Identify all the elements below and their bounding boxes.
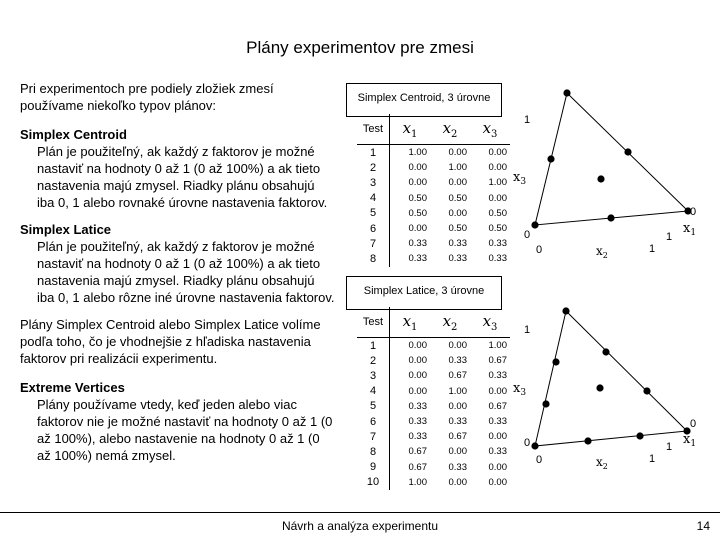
label-one-bottom: 1 <box>649 453 656 465</box>
section-text-simplex-latice: Plán je použiteľný, ak každý z faktorov je možné nastaviť na hodnoty 0 až 1 (0 až 100%) a ak tieto nastavenia majú zmysel. Riadky plánu obsahujú iba 0, 1 alebo rôzne iné úrovne nastavenia faktorov. <box>37 239 335 305</box>
table-row <box>357 236 510 251</box>
value-cell: 0.33 <box>408 400 427 412</box>
col-x3: $x_3$ <box>470 307 510 338</box>
value-cell: 1.00 <box>448 162 467 174</box>
simplex-centroid-caption-box <box>346 83 502 117</box>
label-x1: $x_1$ <box>683 432 697 449</box>
value-cell: 0.33 <box>448 416 467 428</box>
value-cell: 0.33 <box>448 253 467 265</box>
point <box>597 175 604 182</box>
simplex-centroid-diagram <box>500 80 710 270</box>
point <box>624 148 631 155</box>
value-cell: 0.33 <box>488 370 507 382</box>
test-number-cell: 5 <box>357 206 390 221</box>
value-cell: 0.67 <box>448 370 467 382</box>
col-x1: $x_1$ <box>390 307 431 338</box>
label-x2: $x_2$ <box>596 244 608 260</box>
value-cell: 0.33 <box>408 416 427 428</box>
test-number-cell: 6 <box>357 221 390 236</box>
value-cell: 0.00 <box>408 385 427 397</box>
label-top-one: 1 <box>524 114 531 126</box>
label-zero-right: 0 <box>690 206 697 218</box>
section-text-extreme-vertices: Plány používame vtedy, keď jeden alebo viac faktorov nie je možné nastaviť na hodnoty 0 až 1 (0 až 100%), alebo nastavenie na hodnoty 0 až 1 (0 až 100%) nemá zmysel. <box>37 397 333 463</box>
point <box>531 442 538 449</box>
table-row <box>357 353 510 368</box>
table-header-row <box>357 114 510 145</box>
simplex-latice-table <box>357 307 510 490</box>
table-row <box>357 414 510 429</box>
value-cell: 0.00 <box>488 476 507 488</box>
label-one-right: 1 <box>666 441 673 453</box>
point <box>562 307 569 314</box>
label-x2: $x_2$ <box>596 455 608 471</box>
label-x3: $x_3$ <box>513 170 527 187</box>
value-cell: 0.00 <box>488 385 507 397</box>
test-number-cell: 5 <box>357 399 390 414</box>
value-cell: 0.50 <box>408 192 427 204</box>
table-row <box>357 384 510 399</box>
value-cell: 0.67 <box>408 446 427 458</box>
footer-divider <box>0 512 720 513</box>
section-text-simplex-centroid: Plán je použiteľný, ak každý z faktorov je možné nastaviť na hodnoty 0 až 1 (0 až 100%) a ak tieto nastavenia majú zmysel. Riadky plánu obsahujú iba 0, 1 alebo rovnaké úrovne nastavenia faktorov. <box>37 144 328 210</box>
table-header-row <box>357 307 510 338</box>
label-one-right: 1 <box>666 231 673 243</box>
point <box>602 348 609 355</box>
simplex-centroid-caption: Simplex Centroid, 3 úrovne <box>357 92 491 104</box>
value-cell: 0.00 <box>408 223 427 235</box>
value-cell: 0.00 <box>488 192 507 204</box>
point <box>643 387 650 394</box>
test-number-cell: 7 <box>357 236 390 251</box>
test-number-cell: 4 <box>357 384 390 399</box>
section-heading-simplex-latice: Simplex Latice <box>20 222 112 237</box>
test-number-cell: 1 <box>357 145 390 161</box>
value-cell: 0.00 <box>488 431 507 443</box>
left-text-column <box>20 80 335 474</box>
table-row <box>357 221 510 236</box>
test-number-cell: 6 <box>357 414 390 429</box>
point <box>552 358 559 365</box>
value-cell: 0.50 <box>448 223 467 235</box>
test-number-cell: 8 <box>357 251 390 266</box>
value-cell: 0.00 <box>408 340 427 352</box>
label-x3: $x_3$ <box>513 381 527 398</box>
value-cell: 0.67 <box>408 461 427 473</box>
test-number-cell: 3 <box>357 368 390 383</box>
simplex-centroid-table <box>357 114 510 267</box>
table-row <box>357 368 510 383</box>
test-number-cell: 1 <box>357 338 390 354</box>
section-heading-extreme-vertices: Extreme Vertices <box>20 380 125 395</box>
test-number-cell: 10 <box>357 475 390 490</box>
value-cell: 0.00 <box>448 147 467 159</box>
value-cell: 0.50 <box>448 192 467 204</box>
value-cell: 0.33 <box>408 253 427 265</box>
simplex-latice-caption: Simplex Latice, 3 úrovne <box>363 285 485 297</box>
label-zero-left: 0 <box>524 229 531 241</box>
point <box>531 221 538 228</box>
label-zero-bottom: 0 <box>536 454 543 466</box>
value-cell: 0.00 <box>408 370 427 382</box>
table-row <box>357 460 510 475</box>
value-cell: 0.50 <box>488 207 507 219</box>
col-x1: $x_1$ <box>390 114 431 145</box>
col-x2: $x_2$ <box>430 307 470 338</box>
value-cell: 1.00 <box>488 340 507 352</box>
value-cell: 0.33 <box>448 355 467 367</box>
test-number-cell: 7 <box>357 429 390 444</box>
value-cell: 0.33 <box>448 461 467 473</box>
test-number-cell: 9 <box>357 460 390 475</box>
value-cell: 0.00 <box>448 400 467 412</box>
design-points <box>531 307 690 449</box>
value-cell: 1.00 <box>448 385 467 397</box>
point <box>596 384 603 391</box>
value-cell: 0.00 <box>448 207 467 219</box>
label-zero-right: 0 <box>690 418 697 430</box>
table-row <box>357 206 510 221</box>
test-number-cell: 4 <box>357 191 390 206</box>
section-text-choice: Plány Simplex Centroid alebo Simplex Latice volíme podľa toho, čo je vhodnejšie z hľadiska nastavenia faktorov pri realizácii experimentu. <box>20 317 321 366</box>
simplex-latice-caption-box <box>346 276 502 310</box>
value-cell: 0.33 <box>408 238 427 250</box>
test-number-cell: 2 <box>357 353 390 368</box>
label-zero-left: 0 <box>524 437 531 449</box>
table-row <box>357 160 510 175</box>
point <box>563 89 570 96</box>
page-title: Plány experimentov pre zmesi <box>246 38 474 57</box>
value-cell: 0.50 <box>488 223 507 235</box>
value-cell: 0.00 <box>408 162 427 174</box>
value-cell: 0.33 <box>488 416 507 428</box>
simplex-latice-diagram <box>500 300 710 490</box>
label-x1: $x_1$ <box>683 221 697 238</box>
value-cell: 0.33 <box>488 238 507 250</box>
section-heading-simplex-centroid: Simplex Centroid <box>20 127 127 142</box>
test-number-cell: 8 <box>357 444 390 459</box>
value-cell: 0.00 <box>488 461 507 473</box>
value-cell: 0.00 <box>448 340 467 352</box>
value-cell: 0.00 <box>448 446 467 458</box>
value-cell: 0.33 <box>408 431 427 443</box>
value-cell: 0.33 <box>488 446 507 458</box>
page-number: 14 <box>696 519 710 533</box>
label-zero-bottom: 0 <box>536 244 543 256</box>
value-cell: 0.33 <box>488 253 507 265</box>
table-row <box>357 429 510 444</box>
table-row <box>357 175 510 190</box>
point <box>584 437 591 444</box>
value-cell: 0.00 <box>488 162 507 174</box>
design-points <box>531 89 691 228</box>
triangle-outline <box>535 311 687 446</box>
table-row <box>357 338 510 354</box>
value-cell: 0.00 <box>408 355 427 367</box>
table-row <box>357 145 510 161</box>
footer-text: Návrh a analýza experimentu <box>281 519 439 533</box>
point <box>547 155 554 162</box>
test-number-cell: 2 <box>357 160 390 175</box>
test-number-cell: 3 <box>357 175 390 190</box>
value-cell: 0.67 <box>488 355 507 367</box>
intro-text: Pri experimentoch pre podiely zložiek zmesí používame niekoľko typov plánov: <box>20 81 274 113</box>
table-row <box>357 475 510 490</box>
value-cell: 1.00 <box>488 177 507 189</box>
value-cell: 1.00 <box>408 476 427 488</box>
col-test: Test <box>357 114 390 145</box>
col-x3: $x_3$ <box>470 114 510 145</box>
value-cell: 0.00 <box>408 177 427 189</box>
col-x2: $x_2$ <box>430 114 470 145</box>
point <box>542 400 549 407</box>
table-row <box>357 191 510 206</box>
value-cell: 0.67 <box>448 431 467 443</box>
value-cell: 0.00 <box>448 476 467 488</box>
value-cell: 1.00 <box>408 147 427 159</box>
value-cell: 0.50 <box>408 207 427 219</box>
table-row <box>357 251 510 266</box>
value-cell: 0.00 <box>488 147 507 159</box>
table-row <box>357 399 510 414</box>
point <box>636 432 643 439</box>
value-cell: 0.67 <box>488 400 507 412</box>
value-cell: 0.00 <box>448 177 467 189</box>
value-cell: 0.33 <box>448 238 467 250</box>
label-top-one: 1 <box>524 324 531 336</box>
label-one-bottom: 1 <box>649 243 656 255</box>
col-test: Test <box>357 307 390 338</box>
triangle-outline <box>535 93 688 225</box>
point <box>607 214 614 221</box>
table-row <box>357 444 510 459</box>
